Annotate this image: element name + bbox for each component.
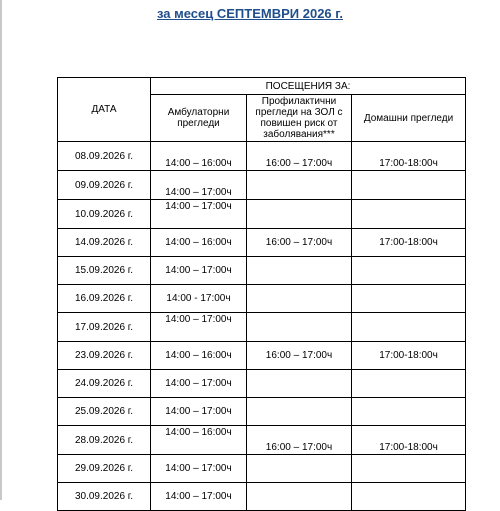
date-cell: 14.09.2026 г. bbox=[58, 229, 151, 257]
date-cell: 29.09.2026 г. bbox=[58, 455, 151, 483]
preventive-cell bbox=[247, 398, 352, 426]
date-cell: 25.09.2026 г. bbox=[58, 398, 151, 426]
preventive-cell: 16:00 – 17:00ч bbox=[247, 426, 352, 455]
table-row bbox=[58, 229, 466, 257]
table-row bbox=[58, 171, 466, 200]
ambulatory-cell: 14:00 – 17:00ч bbox=[151, 455, 247, 483]
table-row bbox=[58, 285, 466, 313]
ambulatory-cell: 14:00 – 17:00ч bbox=[151, 398, 247, 426]
date-cell: 09.09.2026 г. bbox=[58, 171, 151, 200]
preventive-cell bbox=[247, 257, 352, 285]
ambulatory-cell: 14:00 – 17:00ч bbox=[151, 313, 247, 342]
ambulatory-cell: 14:00 – 17:00ч bbox=[151, 370, 247, 398]
home-cell bbox=[352, 455, 466, 483]
ambulatory-column-header: Амбулаторни прегледи bbox=[151, 95, 247, 142]
ambulatory-cell: 14:00 – 17:00ч bbox=[151, 171, 247, 200]
date-cell: 08.09.2026 г. bbox=[58, 142, 151, 171]
ambulatory-cell: 14:00 – 17:00ч bbox=[151, 483, 247, 511]
preventive-cell: 16:00 – 17:00ч bbox=[247, 142, 352, 171]
table-row bbox=[58, 342, 466, 370]
date-cell: 28.09.2026 г. bbox=[58, 426, 151, 455]
home-cell bbox=[352, 313, 466, 342]
preventive-cell bbox=[247, 200, 352, 229]
ambulatory-cell: 14:00 - 17:00ч bbox=[151, 285, 247, 313]
date-cell: 16.09.2026 г. bbox=[58, 285, 151, 313]
ambulatory-cell: 14:00 – 17:00ч bbox=[151, 257, 247, 285]
date-cell: 17.09.2026 г. bbox=[58, 313, 151, 342]
table-row bbox=[58, 483, 466, 511]
home-cell bbox=[352, 171, 466, 200]
page-edge bbox=[0, 0, 2, 500]
visits-group-header: ПОСЕЩЕНИЯ ЗА: bbox=[151, 78, 466, 95]
home-cell: 17:00-18:00ч bbox=[352, 426, 466, 455]
date-column-header: ДАТА bbox=[58, 78, 151, 142]
table-row bbox=[58, 398, 466, 426]
preventive-cell bbox=[247, 455, 352, 483]
table-row bbox=[58, 142, 466, 171]
table-row bbox=[58, 370, 466, 398]
home-cell bbox=[352, 200, 466, 229]
ambulatory-cell: 14:00 – 16:00ч bbox=[151, 342, 247, 370]
preventive-column-header: Профилактични прегледи на ЗОЛ с повишен риск от заболявания*** bbox=[247, 95, 352, 142]
date-cell: 15.09.2026 г. bbox=[58, 257, 151, 285]
preventive-cell bbox=[247, 313, 352, 342]
table-row bbox=[58, 313, 466, 342]
date-cell: 23.09.2026 г. bbox=[58, 342, 151, 370]
date-cell: 10.09.2026 г. bbox=[58, 200, 151, 229]
preventive-cell: 16:00 – 17:00ч bbox=[247, 342, 352, 370]
home-cell bbox=[352, 398, 466, 426]
table-row bbox=[58, 257, 466, 285]
home-cell bbox=[352, 257, 466, 285]
date-cell: 24.09.2026 г. bbox=[58, 370, 151, 398]
home-cell bbox=[352, 285, 466, 313]
table-row bbox=[58, 200, 466, 229]
page-title: за месец СЕПТЕМВРИ 2026 г. bbox=[157, 6, 343, 21]
preventive-cell bbox=[247, 285, 352, 313]
preventive-cell bbox=[247, 483, 352, 511]
home-cell: 17:00-18:00ч bbox=[352, 229, 466, 257]
date-cell: 30.09.2026 г. bbox=[58, 483, 151, 511]
preventive-cell: 16:00 – 17:00ч bbox=[247, 229, 352, 257]
home-cell bbox=[352, 370, 466, 398]
table-row bbox=[58, 426, 466, 455]
ambulatory-cell: 14:00 – 16:00ч bbox=[151, 142, 247, 171]
home-column-header: Домашни прегледи bbox=[352, 95, 466, 142]
schedule-table bbox=[57, 77, 466, 511]
table-row bbox=[58, 455, 466, 483]
ambulatory-cell: 14:00 – 16:00ч bbox=[151, 426, 247, 455]
ambulatory-cell: 14:00 – 16:00ч bbox=[151, 229, 247, 257]
home-cell bbox=[352, 483, 466, 511]
home-cell: 17:00-18:00ч bbox=[352, 142, 466, 171]
ambulatory-cell: 14:00 – 17:00ч bbox=[151, 200, 247, 229]
home-cell: 17:00-18:00ч bbox=[352, 342, 466, 370]
preventive-cell bbox=[247, 171, 352, 200]
preventive-cell bbox=[247, 370, 352, 398]
